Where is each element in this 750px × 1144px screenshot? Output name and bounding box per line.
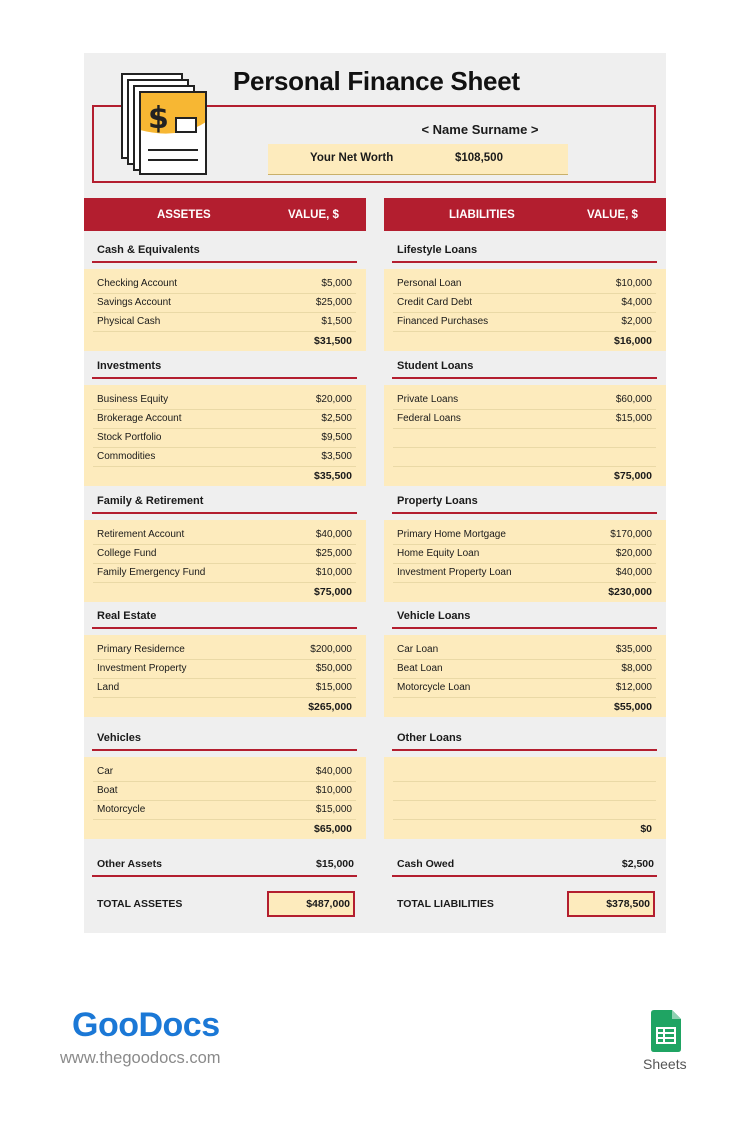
asset-row-label: Family Emergency Fund [97,567,206,578]
asset-row-value: $5,000 [321,278,352,289]
asset-row-value: $40,000 [315,766,352,777]
total-assets-value: $487,000 [306,898,350,910]
liability-section-divider [392,377,657,379]
goodocs-logo[interactable]: GooDocs [72,1006,220,1044]
liability-section-divider [392,512,657,514]
asset-row-label: Primary Residernce [97,644,185,655]
asset-row [93,782,356,801]
cash-owed-divider [392,875,657,877]
asset-section-divider [92,749,357,751]
liability-subtotal-row [393,467,656,486]
net-worth-value: $108,500 [455,152,503,164]
asset-row-value: $1,500 [321,316,352,327]
asset-row [93,275,356,294]
liability-row [393,545,656,564]
asset-row [93,641,356,660]
sheets-label: Sheets [643,1056,687,1072]
asset-row-label: Savings Account [97,297,171,308]
net-worth-label: Your Net Worth [310,152,394,164]
asset-subtotal-value: $65,000 [314,823,352,835]
asset-row-label: Investment Property [97,663,187,674]
liability-row [393,448,656,467]
liability-subtotal-row [393,583,656,602]
total-liabilities-value: $378,500 [606,898,650,910]
liability-row-label: Car Loan [397,644,439,655]
liability-row-value: $4,000 [621,297,652,308]
cash-owed-value: $2,500 [621,858,654,870]
liability-row-label: Home Equity Loan [397,548,480,559]
asset-row-value: $20,000 [315,394,352,405]
finance-documents-icon [118,70,210,178]
asset-row-label: Brokerage Account [97,413,182,424]
asset-row [93,526,356,545]
asset-section-title: Real Estate [97,610,157,622]
liability-row-value: $8,000 [621,663,652,674]
asset-subtotal-value: $75,000 [314,586,352,598]
liabilities-column-header [384,198,666,231]
asset-row [93,564,356,583]
website-link[interactable]: www.thegoodocs.com [60,1049,221,1067]
asset-row-value: $200,000 [310,644,352,655]
assets-header-label: ASSETES [157,209,211,221]
asset-row-label: Checking Account [97,278,178,289]
svg-text:$: $ [148,101,169,136]
liability-subtotal-value: $0 [640,823,652,835]
liability-subtotal-value: $55,000 [614,701,652,713]
asset-row [93,313,356,332]
asset-row [93,448,356,467]
assets-header-value: VALUE, $ [288,209,339,221]
liability-row-label: Financed Purchases [397,316,489,327]
other-assets-value: $15,000 [316,858,354,870]
asset-row-label: Stock Portfolio [97,432,162,443]
asset-subtotal-value: $35,500 [314,470,352,482]
liability-section-divider [392,627,657,629]
asset-subtotal-value: $265,000 [308,701,352,713]
asset-section-title: Family & Retirement [97,495,204,507]
liability-section-title: Lifestyle Loans [397,244,478,256]
liability-row-label: Motorcycle Loan [397,682,471,693]
asset-row-value: $25,000 [315,548,352,559]
asset-row [93,410,356,429]
liability-section-title: Student Loans [397,360,474,372]
total-liabilities-label: TOTAL LIABILITIES [397,898,494,910]
other-assets-row [97,855,354,875]
asset-row [93,429,356,448]
liability-subtotal-value: $75,000 [614,470,652,482]
asset-section-title: Investments [97,360,162,372]
liability-row-label: Private Loans [397,394,459,405]
liability-row-value: $60,000 [615,394,652,405]
asset-row-label: Car [97,766,114,777]
asset-section-title: Cash & Equivalents [97,244,200,256]
asset-row-value: $10,000 [315,785,352,796]
liability-row [393,429,656,448]
asset-row-label: College Fund [97,548,157,559]
asset-row [93,294,356,313]
cash-owed-row [397,855,654,875]
liability-row [393,313,656,332]
liability-section-divider [392,261,657,263]
asset-row-value: $10,000 [315,567,352,578]
asset-section-divider [92,512,357,514]
liability-row [393,679,656,698]
asset-row [93,679,356,698]
liability-row [393,391,656,410]
liability-row [393,801,656,820]
asset-section-divider [92,261,357,263]
asset-section-divider [92,377,357,379]
asset-row-label: Boat [97,785,118,796]
asset-row-label: Land [97,682,120,693]
liability-row-label: Personal Loan [397,278,462,289]
asset-row [93,391,356,410]
other-assets-label: Other Assets [97,858,162,870]
asset-subtotal-value: $31,500 [314,335,352,347]
asset-subtotal-row [93,698,356,717]
liability-row-value: $20,000 [615,548,652,559]
liability-row-value: $35,000 [615,644,652,655]
liability-subtotal-row [393,698,656,717]
liability-subtotal-value: $16,000 [614,335,652,347]
asset-row-value: $9,500 [321,432,352,443]
liability-section-title: Other Loans [397,732,462,744]
liability-row-label: Primary Home Mortgage [397,529,506,540]
liability-row [393,763,656,782]
liability-row [393,641,656,660]
liabilities-header-value: VALUE, $ [587,209,638,221]
asset-row-label: Retirement Account [97,529,185,540]
liability-section-title: Vehicle Loans [397,610,471,622]
asset-row-value: $2,500 [321,413,352,424]
asset-section-divider [92,627,357,629]
asset-row-value: $50,000 [315,663,352,674]
asset-row-value: $3,500 [321,451,352,462]
liability-section-title: Property Loans [397,495,478,507]
asset-row-value: $15,000 [315,682,352,693]
liability-row-value: $170,000 [610,529,652,540]
liability-row-label: Beat Loan [397,663,443,674]
liability-subtotal-value: $230,000 [608,586,652,598]
liability-row-value: $40,000 [615,567,652,578]
liability-row-label: Federal Loans [397,413,461,424]
liability-row-label: Investment Property Loan [397,567,512,578]
liability-section-divider [392,749,657,751]
total-assets-box [267,891,355,917]
asset-subtotal-row [93,332,356,351]
liability-row-value: $12,000 [615,682,652,693]
liabilities-header-label: LIABILITIES [449,209,515,221]
liability-row [393,660,656,679]
asset-row-label: Physical Cash [97,316,161,327]
asset-row [93,763,356,782]
asset-row [93,545,356,564]
other-assets-divider [92,875,357,877]
cash-owed-label: Cash Owed [397,858,455,870]
liability-row [393,526,656,545]
liability-row [393,410,656,429]
page-title: Personal Finance Sheet [233,66,520,96]
total-liabilities-box [567,891,655,917]
asset-subtotal-row [93,467,356,486]
asset-row-value: $25,000 [315,297,352,308]
liability-subtotal-row [393,332,656,351]
net-worth-box [268,144,568,175]
asset-section-title: Vehicles [97,732,142,744]
asset-row-label: Commodities [97,451,156,462]
liability-row-value: $10,000 [615,278,652,289]
asset-subtotal-row [93,820,356,839]
liability-row [393,275,656,294]
total-assets-label: TOTAL ASSETES [97,898,183,910]
asset-row [93,801,356,820]
asset-row-value: $40,000 [315,529,352,540]
assets-column-header [84,198,366,231]
google-sheets-icon[interactable] [651,1010,681,1052]
liability-row [393,782,656,801]
liability-row-value: $15,000 [615,413,652,424]
liability-row-value: $2,000 [621,316,652,327]
liability-row [393,564,656,583]
asset-row-label: Motorcycle [97,804,146,815]
asset-row-label: Business Equity [97,394,169,405]
liability-row-label: Credit Card Debt [397,297,473,308]
asset-row-value: $15,000 [315,804,352,815]
liability-subtotal-row [393,820,656,839]
asset-subtotal-row [93,583,356,602]
owner-name: < Name Surname > [421,122,539,137]
asset-row [93,660,356,679]
liability-row [393,294,656,313]
